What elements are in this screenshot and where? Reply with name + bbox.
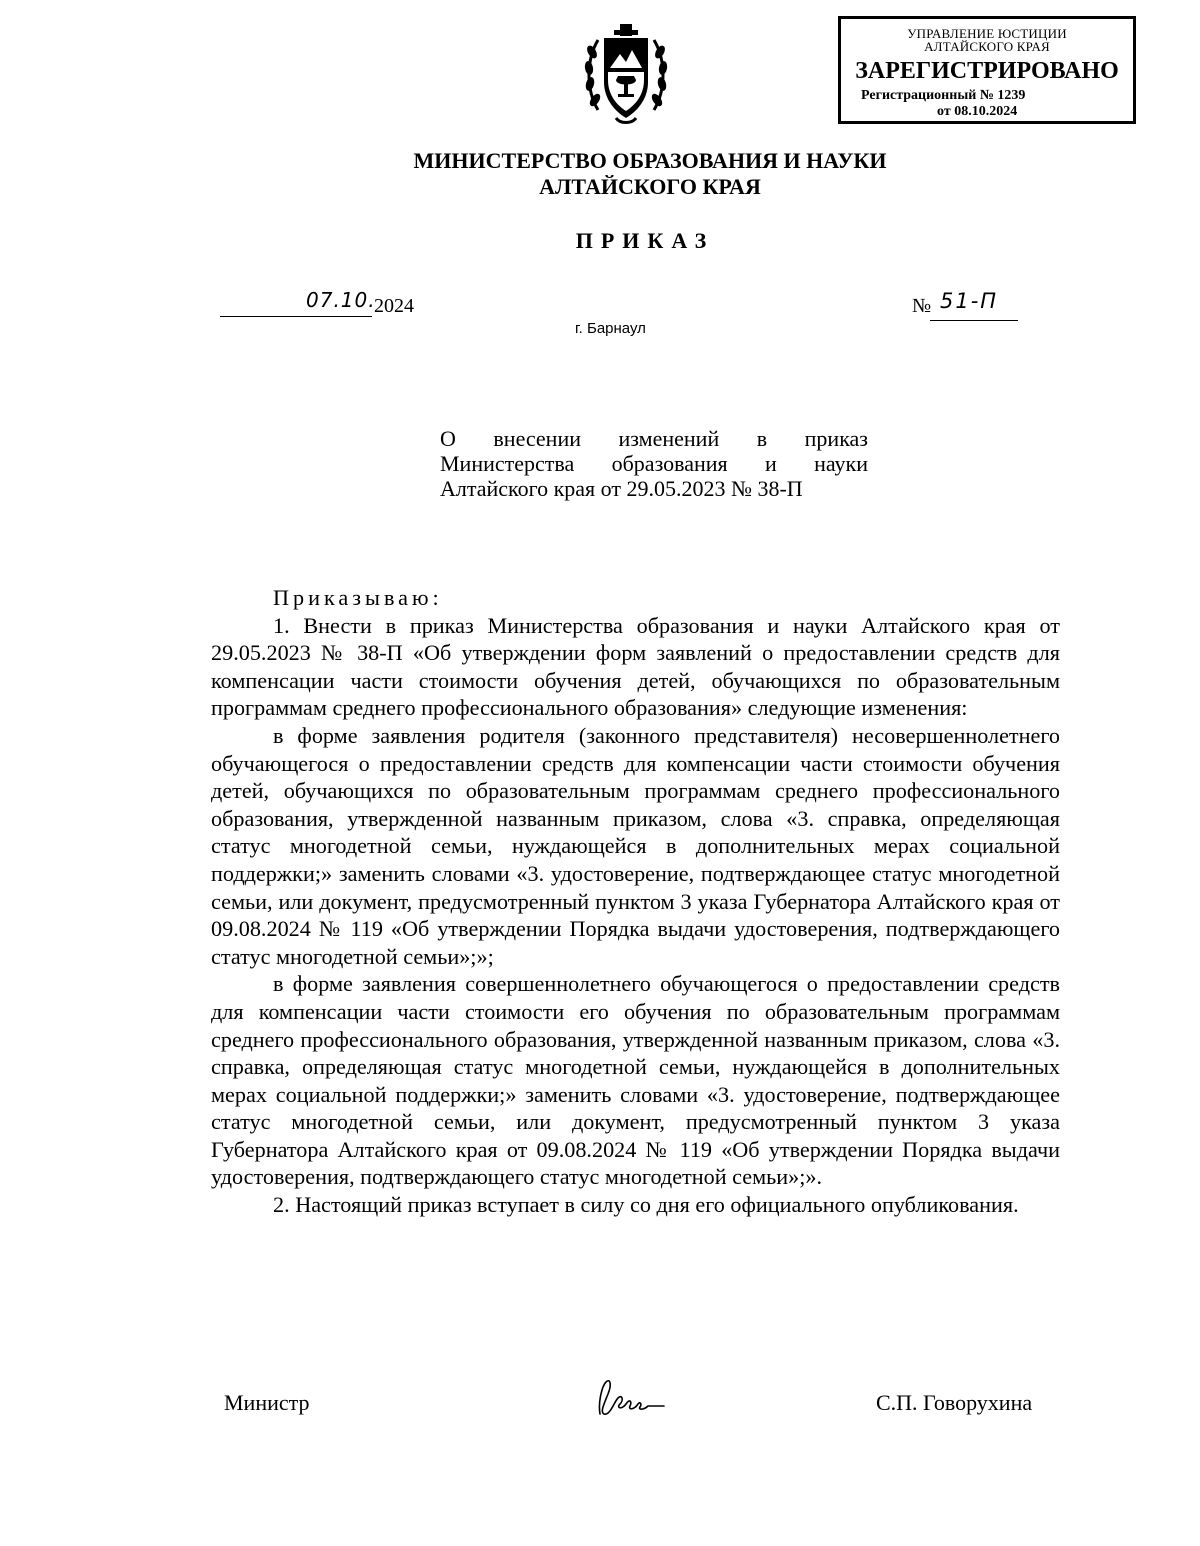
stamp-status: ЗАРЕГИСТРИРОВАНО (855, 58, 1119, 84)
paragraph-2: в форме заявления родителя (законного представителя) несовершеннолетнего обучающегося о предоставлении средств для компенсации части стоимости обучения детей, обучающихся по образовательным программам среднего профессионального образования, утвержденной названным приказом, слова «3. справка, определяющая статус многодетной семьи, нуждающейся в дополнительных мерах социальной поддержки;» заменить словами «3. удостоверение, подтверждающее статус многодетной семьи, или документ, предусмотренный пунктом 3 указа Губернатора Алтайского края от 09.08.2024 № 119 «Об утверждении Порядка выдачи удостоверения, подтверждающего статус многодетной семьи»;»; (211, 722, 1060, 969)
ministry-name (300, 148, 1000, 200)
registration-stamp (838, 16, 1136, 124)
paragraph-3: в форме заявления совершеннолетнего обучающегося о предоставлении средств для компенсации части стоимости его обучения по образовательным программам среднего профессионального образования, утвержденной названным приказом, слова «3. справка, определяющая статус многодетной семьи, нуждающейся в дополнительных мерах социальной поддержки;» заменить словами «3. удостоверение, подтверждающее статус многодетной семьи, или документ, предусмотренный пунктом 3 указа Губернатора Алтайского края от 09.08.2024 № 119 «Об утверждении Порядка выдачи удостоверения, подтверждающего статус многодетной семьи»;». (211, 971, 1060, 1190)
ministry-line1: МИНИСТЕРСТВО ОБРАЗОВАНИЯ И НАУКИ (413, 148, 887, 173)
document-body (211, 584, 1060, 1219)
city: г. Барнаул (575, 320, 646, 337)
date-handwritten: 07.10. (306, 288, 376, 312)
signature-mark-icon (592, 1374, 672, 1424)
ministry-line2: АЛТАЙСКОГО КРАЯ (539, 174, 761, 199)
number-handwritten: 51-П (940, 289, 999, 313)
stamp-reg-number: Регистрационный № 1239 (861, 88, 1026, 103)
number-label: № (912, 295, 932, 317)
document-type: ПРИКАЗ (575, 228, 715, 253)
stamp-reg-date: от 08.10.2024 (937, 104, 1018, 119)
paragraph-4: 2. Настоящий приказ вступает в силу со дня его официального опубликования. (273, 1192, 1019, 1218)
document-subject: О внесении изменений в приказ Министерства образования и науки Алтайского края от 29.05.2023 № 38-П (440, 426, 868, 501)
paragraph-1: 1. Внести в приказ Министерства образования и науки Алтайского края от 29.05.2023 № 38-П «Об утверждении форм заявлений о предоставлении средств для компенсации части стоимости обучения детей, обучающихся по образовательным программам среднего профессионального образования» следующие изменения: (211, 612, 1060, 721)
signatory-name: С.П. Говорухина (876, 1390, 1033, 1415)
date-year: 2024 (374, 295, 414, 317)
signatory-position: Министр (224, 1390, 310, 1415)
stamp-org-line1: УПРАВЛЕНИЕ ЮСТИЦИИ (907, 26, 1067, 41)
coat-of-arms-icon (584, 20, 668, 128)
stamp-org-line2: АЛТАЙСКОГО КРАЯ (924, 39, 1050, 54)
order-word: Приказываю: (273, 585, 443, 610)
